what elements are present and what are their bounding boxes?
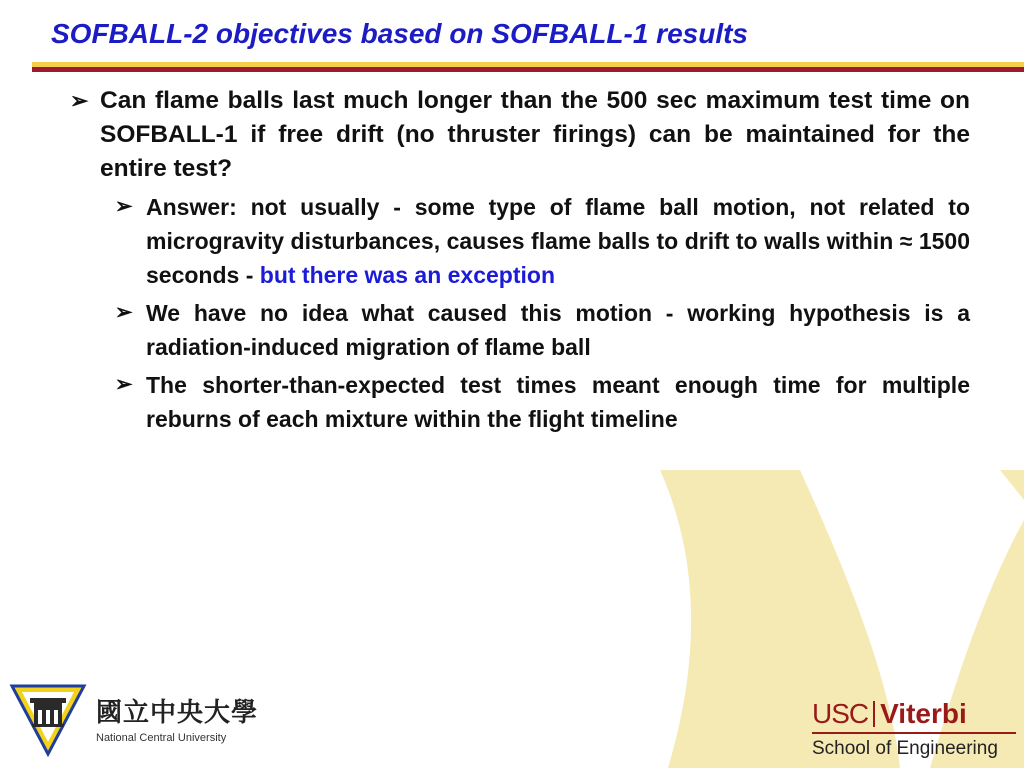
arrow-bullet-icon: ➢ bbox=[115, 195, 133, 218]
bullet-question bbox=[70, 84, 970, 186]
sub-bullet-text: Answer: not usually - some type of flame ball motion, not related to microgravity disturbances, causes flame balls to drift to walls within ≈ 1500 seconds - bbox=[146, 194, 970, 288]
sub-bullet-hypothesis bbox=[115, 296, 970, 364]
usc-text: USC bbox=[812, 698, 869, 729]
sub-bullet-reburns bbox=[115, 368, 970, 436]
bullet-text: Can flame balls last much longer than the 500 sec maximum test time on SOFBALL-1 if free drift (no thruster firings) can be maintained for the entire test? bbox=[100, 87, 970, 182]
usc-divider bbox=[873, 701, 875, 727]
slide-content bbox=[70, 84, 970, 436]
ncu-logo bbox=[8, 682, 270, 758]
ncu-emblem-icon bbox=[8, 682, 88, 758]
title-rule-cardinal bbox=[32, 67, 1024, 72]
sub-bullet-text: The shorter-than-expected test times meant enough time for multiple reburns of each mixture within the flight timeline bbox=[146, 372, 970, 432]
slide-title: SOFBALL-2 objectives based on SOFBALL-1 results bbox=[51, 18, 749, 49]
usc-rule bbox=[812, 732, 1016, 734]
arrow-bullet-icon: ➢ bbox=[115, 373, 133, 396]
arrow-bullet-icon: ➢ bbox=[115, 301, 133, 324]
highlight-text: but there was an exception bbox=[259, 262, 556, 288]
arrow-bullet-icon: ➢ bbox=[70, 88, 89, 113]
sub-bullet-answer bbox=[115, 190, 970, 292]
ncu-name-zh: 國立中央大學 bbox=[96, 698, 259, 728]
sub-bullet-text: We have no idea what caused this motion - working hypothesis is a radiation-induced migration of flame ball bbox=[146, 300, 970, 360]
usc-viterbi-logo bbox=[812, 698, 1018, 760]
school-of-engineering: School of Engineering bbox=[812, 738, 998, 759]
ncu-name-en: National Central University bbox=[96, 732, 227, 744]
viterbi-text: Viterbi bbox=[880, 698, 967, 729]
usc-wordmark bbox=[812, 698, 1018, 730]
